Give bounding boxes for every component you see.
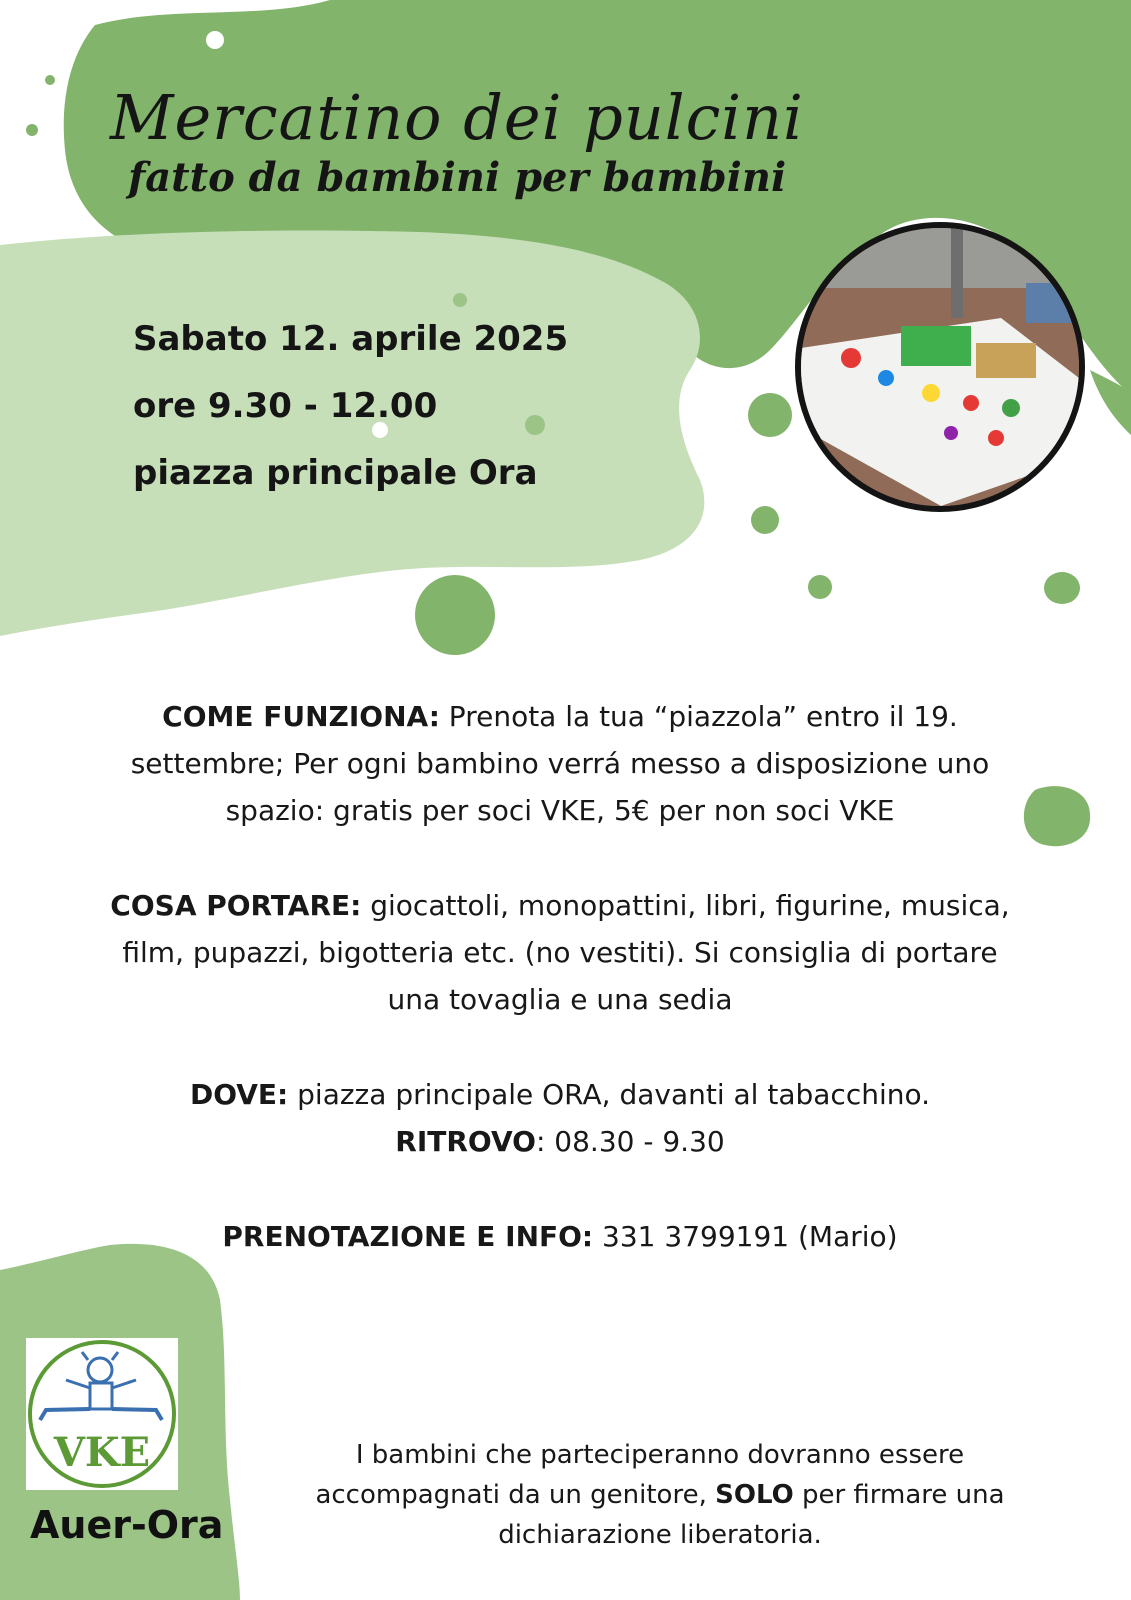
footer-note-line: dichiarazione liberatoria. (498, 1520, 822, 1550)
info-label: PRENOTAZIONE E INFO: (222, 1220, 594, 1253)
section-come-funziona (55, 693, 1065, 834)
info-content (55, 693, 1065, 1308)
footer-note-emphasis: SOLO (715, 1480, 794, 1510)
cosa-portare-text: una tovaglia e una sedia (387, 983, 733, 1016)
title-subtitle: fatto da bambini per bambini (128, 154, 787, 201)
org-name: Auer-Ora (30, 1503, 224, 1547)
splash-dot (808, 575, 832, 599)
cosa-portare-text: giocattoli, monopattini, libri, figurine, musica, (361, 889, 1010, 922)
market-photo (795, 222, 1085, 512)
come-funziona-text: spazio: gratis per soci VKE, 5€ per non soci VKE (225, 794, 895, 827)
footer-note-line: I bambini che parteciperanno dovranno essere (355, 1440, 965, 1470)
footer-note-line: accompagnati da un genitore, (315, 1480, 716, 1510)
splash-dot (45, 75, 55, 85)
vke-logo-text: VKE (53, 1429, 151, 1476)
section-dove (55, 1071, 1065, 1165)
cosa-portare-text: film, pupazzi, bigotteria etc. (no vestiti). Si consiglia di portare (122, 936, 998, 969)
ritrovo-label: RITROVO (395, 1125, 536, 1158)
dove-text: piazza principale ORA, davanti al tabacchino. (288, 1078, 931, 1111)
splash-dot (415, 575, 495, 655)
splash-dot (751, 506, 779, 534)
section-cosa-portare (55, 882, 1065, 1023)
info-phone: 331 3799191 (Mario) (593, 1220, 898, 1253)
splash-dot (1044, 572, 1080, 604)
event-details (133, 306, 568, 507)
title-main: Mercatino dei pulcini (110, 81, 804, 154)
event-place: piazza principale Ora (133, 453, 538, 493)
splash-dot (206, 31, 224, 49)
flyer-title (110, 82, 804, 202)
section-info (55, 1213, 1065, 1260)
come-funziona-label: COME FUNZIONA: (162, 700, 440, 733)
vke-logo-icon (26, 1338, 178, 1490)
splash-dot (748, 393, 792, 437)
cosa-portare-label: COSA PORTARE: (110, 889, 362, 922)
splash-dot (453, 293, 467, 307)
event-time: ore 9.30 - 12.00 (133, 386, 438, 426)
dove-label: DOVE: (189, 1078, 289, 1111)
footer-note (280, 1435, 1040, 1555)
ritrovo-text: : 08.30 - 9.30 (535, 1125, 725, 1158)
splash-dot (26, 124, 38, 136)
come-funziona-text: settembre; Per ogni bambino verrá messo a disposizione uno (130, 747, 990, 780)
footer-note-line: per firmare una (793, 1480, 1005, 1510)
market-photo-icon (801, 228, 1079, 506)
come-funziona-text: Prenota la tua “piazzola” entro il 19. (439, 700, 958, 733)
vke-logo (26, 1338, 178, 1490)
event-date: Sabato 12. aprile 2025 (133, 319, 569, 359)
